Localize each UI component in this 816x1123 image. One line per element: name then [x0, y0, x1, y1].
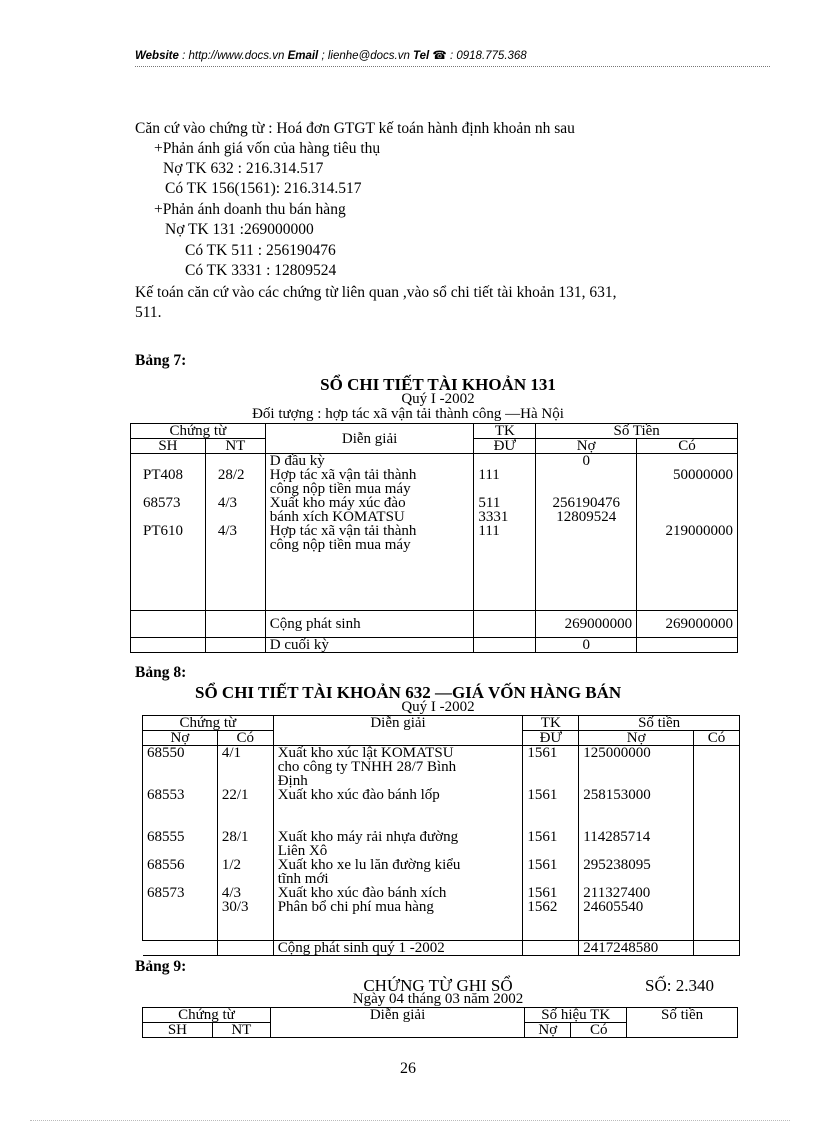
table7-closing-no: 0: [536, 638, 637, 653]
table9-header-no: Nợ: [525, 1023, 571, 1038]
table7-sh: 68573: [143, 495, 181, 511]
website-url[interactable]: : http://www.docs.vn: [182, 50, 285, 62]
table8-no: 295238095: [583, 857, 651, 873]
table9-header-dien-giai: Diễn giải: [270, 1008, 524, 1038]
table7-header-chung-tu: Chứng từ: [131, 424, 266, 439]
table7: [130, 423, 738, 653]
table8-header-so-tien: Số tiền: [579, 716, 740, 731]
table9-label: Bảng 9:: [135, 958, 187, 975]
table7-co: 50000000: [673, 467, 733, 483]
table7-sh: PT408: [143, 467, 184, 483]
table8-total-label: Cộng phát sinh quý 1 -2002: [273, 941, 523, 956]
table9-header-co: Có: [571, 1023, 627, 1038]
table8-header-co: Có: [694, 731, 740, 746]
table7-header-so-tien: Số Tiền: [536, 424, 738, 439]
page-number: 26: [400, 1060, 416, 1077]
table7-title: SỔ CHI TIẾT TÀI KHOẢN 131: [320, 375, 556, 394]
table8-desc: Định: [277, 773, 308, 789]
table8-header-no-col: Nợ: [143, 731, 218, 746]
table7-subject: Đối tượng : hợp tác xã vận tải thành công —Hà Nội: [252, 406, 564, 422]
table8-label: Bảng 8:: [135, 664, 187, 681]
table8-header-co-col: Có: [217, 731, 273, 746]
table7-tk: 511: [478, 495, 501, 511]
table7-closing-label: D cuối kỳ: [265, 638, 474, 653]
table9-header-so-hieu-tk: Số hiệu TK: [525, 1008, 627, 1023]
table8-desc: Phân bổ chi phí mua hàng: [277, 899, 434, 915]
table-row: [131, 611, 738, 638]
table7-header-co: Có: [637, 439, 738, 454]
page-header: [135, 48, 770, 62]
table7-desc: Xuất kho máy xúc đào: [269, 495, 406, 511]
table7-co: 219000000: [665, 523, 733, 539]
table7-header-dien-giai: Diễn giải: [265, 424, 474, 454]
table8-desc: tĩnh mới: [277, 871, 329, 887]
table8-tk: 1561: [527, 885, 558, 901]
table8-desc: cho công ty TNHH 28/7 Bình: [277, 759, 457, 775]
table7-nt: 4/3: [217, 523, 238, 539]
table9-date: Ngày 04 tháng 03 năm 2002: [352, 991, 524, 1007]
table-row: [131, 454, 738, 611]
table8-title: SỔ CHI TIẾT TÀI KHOẢN 632 —GIÁ VỐN HÀNG BÁN: [195, 683, 622, 702]
table8-no: 258153000: [583, 787, 651, 803]
table7-desc: bánh xích KOMATSU: [269, 509, 405, 525]
table8-desc: Liên Xô: [277, 843, 328, 859]
table8-so: [147, 900, 213, 914]
table7-tk: 111: [478, 523, 500, 539]
table8-total-no: 2417248580: [579, 941, 694, 956]
footer-divider: [30, 1120, 790, 1121]
table8-desc: Xuất kho xe lu lăn đường kiểu: [277, 857, 461, 873]
table9-header-chung-tu: Chứng từ: [143, 1008, 271, 1023]
table8-header-no: Nợ: [579, 731, 694, 746]
table7-desc: D đầu kỳ: [269, 453, 325, 469]
table8-desc: Xuất kho xúc lật KOMATSU: [277, 745, 454, 761]
intro-line: Nợ TK 131 :269000000: [165, 221, 314, 238]
table7-no: 12809524: [556, 509, 617, 525]
table7-nt: 28/2: [217, 467, 245, 483]
table-row: [143, 746, 740, 941]
table8-ngay: 22/1: [221, 787, 249, 803]
intro-line: +Phản ánh doanh thu bán hàng: [154, 201, 346, 218]
table8-tk: 1561: [527, 787, 558, 803]
table8-so: 68555: [147, 829, 185, 845]
table7-total-co: 269000000: [637, 611, 738, 638]
table8-ngay: 4/3: [221, 885, 241, 901]
table8-no: 114285714: [583, 829, 651, 845]
intro-line: Có TK 511 : 256190476: [185, 242, 336, 259]
table9-number: SỐ: 2.340: [645, 976, 714, 995]
table8-ngay: 28/1: [221, 829, 249, 845]
table-row: [143, 941, 740, 956]
intro-line: Có TK 156(1561): 216.314.517: [165, 180, 362, 197]
table-row: [131, 638, 738, 653]
table7-total-no: 269000000: [536, 611, 637, 638]
table8-no: 125000000: [583, 745, 651, 761]
table8-header-du: ĐƯ: [523, 731, 579, 746]
table8-no: 24605540: [583, 899, 644, 915]
intro-line: Có TK 3331 : 12809524: [185, 262, 337, 279]
table7-desc: Hợp tác xã vận tải thành: [269, 467, 417, 483]
table8-ngay: 30/3: [221, 899, 249, 915]
table7-header-nt: NT: [205, 439, 265, 454]
table8-header-dien-giai: Diễn giải: [273, 716, 523, 746]
table8-so: 68550: [147, 745, 185, 761]
table7-total-label: Cộng phát sinh: [265, 611, 474, 638]
table8-desc: Xuất kho xúc đào bánh lốp: [277, 787, 440, 803]
table7-header-sh: SH: [131, 439, 206, 454]
table9-header-sh: SH: [143, 1023, 213, 1038]
table8-ngay: 1/2: [221, 857, 241, 873]
table7-tk: 111: [478, 467, 500, 483]
table8-desc: Xuất kho xúc đào bánh xích: [277, 885, 447, 901]
table8-so: 68556: [147, 857, 185, 873]
table8-tk: 1562: [527, 899, 558, 915]
table9: [142, 1007, 738, 1038]
table9-header-nt: NT: [212, 1023, 270, 1038]
email-value[interactable]: ; lienhe@docs.vn: [321, 50, 410, 62]
table8-desc: Xuất kho máy rải nhựa đường: [277, 829, 459, 845]
table7-desc: Hợp tác xã vận tải thành: [269, 523, 417, 539]
table8-so: 68573: [147, 885, 185, 901]
intro-line: Căn cứ vào chứng từ : Hoá đơn GTGT kế toán hành định khoản nh sau: [135, 120, 575, 137]
table8-ngay: 4/1: [221, 745, 241, 761]
table8-tk: 1561: [527, 857, 558, 873]
table7-nt: 4/3: [217, 495, 238, 511]
table9-title: CHỨNG TỪ GHI SỔ: [363, 976, 513, 995]
table7-no: 256190476: [552, 495, 620, 511]
table8-no: 211327400: [583, 885, 651, 901]
table8-header-chung-tu: Chứng từ: [143, 716, 274, 731]
table7-label: Bảng 7:: [135, 352, 187, 369]
table7-header-tk: TK: [474, 424, 536, 439]
table8: [142, 715, 740, 956]
tel-label: Tel ☎: [413, 50, 447, 62]
intro-line: 511.: [135, 304, 162, 321]
table7-desc: công nộp tiền mua máy: [269, 537, 411, 553]
table8-period: Quý I -2002: [401, 699, 475, 715]
table8-tk: 1561: [527, 829, 558, 845]
tel-value: : 0918.775.368: [449, 50, 527, 62]
table7-period: Quý I -2002: [401, 391, 475, 407]
intro-line: Nợ TK 632 : 216.314.517: [163, 160, 324, 177]
table8-so: 68553: [147, 787, 185, 803]
table7-header-no: Nợ: [536, 439, 637, 454]
intro-line: Kế toán căn cứ vào các chứng từ liên quan ,vào sổ chi tiết tài khoản 131, 631,: [135, 284, 617, 301]
table7-tk: 3331: [478, 509, 509, 525]
table7-no: 0: [582, 453, 590, 469]
table8-header-tk: TK: [523, 716, 579, 731]
table8-tk: 1561: [527, 745, 558, 761]
table7-header-du: ĐƯ: [474, 439, 536, 454]
intro-line: +Phản ánh giá vốn của hàng tiêu thụ: [154, 140, 381, 157]
table7-desc: công nộp tiền mua máy: [269, 481, 411, 497]
email-label: Email: [287, 50, 319, 62]
header-divider: [135, 66, 770, 67]
table9-header-so-tien: Số tiền: [627, 1008, 738, 1038]
table7-sh: PT610: [143, 523, 184, 539]
website-label: Website: [135, 50, 179, 62]
